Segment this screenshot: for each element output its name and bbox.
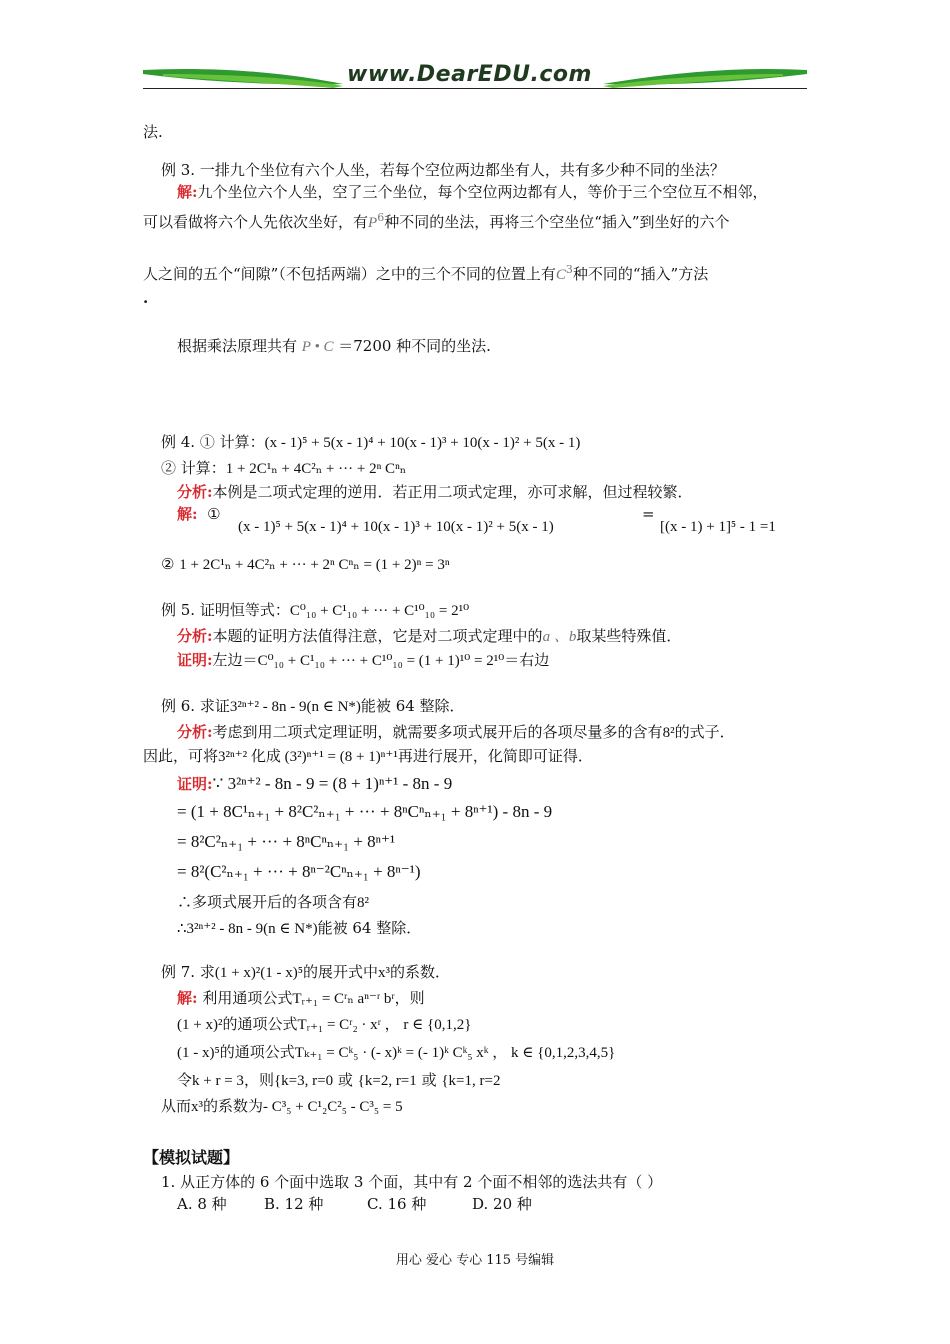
option-c: C. 16 种 — [367, 1195, 427, 1213]
analysis-label: 分析: — [177, 723, 213, 741]
math-p66: P — [368, 215, 378, 231]
page-footer: 用心 爱心 专心 115 号编辑 — [395, 1253, 555, 1268]
option-b: B. 12 种 — [264, 1195, 324, 1213]
section-title: 【模拟试题】 — [143, 1148, 240, 1167]
question-1: 1. 从正方体的 6 个面中选取 3 个面，其中有 2 个面不相邻的选法共有（ ） — [161, 1173, 663, 1191]
math-product: P • C — [301, 339, 334, 355]
example-6-title: 例 6. 求证3²ⁿ⁺² - 8n - 9(n ∈ N*)能被 64 整除． — [161, 697, 465, 715]
math-expr: (x - 1)⁵ + 5(x - 1)⁴ + 10(x - 1)³ + 10(x - 1)² + 5(x - 1) — [264, 435, 581, 451]
text-line: 解: ① — [177, 505, 221, 523]
math-expr: 1 + 2C¹ₙ + 4C²ₙ + ··· + 2ⁿ Cⁿₙ — [225, 461, 407, 477]
math-expr: [(x - 1) + 1]⁵ - 1 =1 — [660, 519, 776, 535]
text-line: 解:九个坐位六个人坐，空了三个坐位，每个空位两边都有人，等价于三个空位互不相邻， — [177, 183, 768, 201]
text-line: 解: 利用通项公式Tᵣ₊₁ = Cʳₙ aⁿ⁻ʳ bʳ，则 — [177, 989, 425, 1007]
math-equals: = — [642, 505, 655, 523]
example-3-title: 例 3. 一排九个坐位有六个人坐，若每个空位两边都坐有人，共有多少种不同的坐法？ — [161, 161, 725, 179]
text-line: 可以看做将六个人先依次坐好，有$P^6$种不同的坐法，再将三个空坐位“插入”到坐好的六个 — [143, 211, 730, 231]
text-line: ∴多项式展开后的各项含有8² — [177, 893, 370, 911]
example-5-title: 例 5. 证明恒等式：C⁰₁₀ + C¹₁₀ + ··· + C¹⁰₁₀ = 2¹⁰ — [161, 601, 470, 619]
math-line: = 8²C²ₙ₊₁ + ··· + 8ⁿCⁿₙ₊₁ + 8ⁿ⁺¹ — [177, 832, 396, 851]
text-line: 从而x³的系数为- C³₅ + C¹₂C²₅ - C³₅ = 5 — [161, 1097, 403, 1115]
text-line: 分析:本题的证明方法值得注意，它是对二项式定理中的a 、b取某些特殊值． — [177, 627, 682, 645]
math-expr: C⁰₁₀ + C¹₁₀ + ··· + C¹⁰₁₀ = 2¹⁰ — [289, 603, 470, 619]
text-line: 令k + r = 3，则{k=3, r=0 或 {k=2, r=1 或 {k=1, r=2 — [177, 1071, 501, 1089]
math-c53: C — [555, 267, 566, 283]
header-divider — [143, 88, 807, 89]
text-line: 人之间的五个“间隙”（不包括两端）之中的三个不同的位置上有$C^3$种不同的“插入”方法 — [143, 263, 709, 283]
text-line: 根据乘法原理共有 P • C ＝7200 种不同的坐法. — [177, 337, 491, 355]
proof-label: 证明: — [177, 775, 213, 793]
solution-label: 解: — [177, 989, 198, 1007]
text-line: (1 + x)²的通项公式Tᵣ₊₁ = Cʳ₂ · xʳ ， r ∈ {0,1,2} — [177, 1015, 472, 1033]
text-line: ② 计算：1 + 2C¹ₙ + 4C²ₙ + ··· + 2ⁿ Cⁿₙ — [161, 459, 407, 477]
math-line: = (1 + 8C¹ₙ₊₁ + 8²C²ₙ₊₁ + ··· + 8ⁿCⁿₙ₊₁ + 8ⁿ⁺¹) - 8n - 9 — [177, 802, 553, 821]
option-a: A. 8 种 — [177, 1195, 227, 1213]
analysis-label: 分析: — [177, 483, 213, 501]
text-line: 分析:考虑到用二项式定理证明，就需要多项式展开后的各项尽量多的含有8²的式子． — [177, 723, 735, 741]
text-line: 分析:本例是二项式定理的逆用．若正用二项式定理，亦可求解，但过程较繁． — [177, 483, 693, 501]
math-expr: (x - 1)⁵ + 5(x - 1)⁴ + 10(x - 1)³ + 10(x - 1)² + 5(x - 1) — [238, 519, 554, 535]
math-expr: 1 + 2C¹ₙ + 4C²ₙ + ··· + 2ⁿ Cⁿₙ = (1 + 2)ⁿ = 3ⁿ — [179, 557, 450, 573]
text-line: 法. — [143, 123, 163, 141]
text-line: ② 1 + 2C¹ₙ + 4C²ₙ + ··· + 2ⁿ Cⁿₙ = (1 + 2)ⁿ = 3ⁿ — [161, 555, 450, 573]
proof-label: 证明: — [177, 651, 213, 669]
text-line: (1 - x)⁵的通项公式Tₖ₊₁ = Cᵏ₅ · (- x)ᵏ = (- 1)ᵏ Cᵏ₅ xᵏ ， k ∈ {0,1,2,3,4,5} — [177, 1043, 616, 1061]
example-7-title: 例 7. 求(1 + x)²(1 - x)⁵的展开式中x³的系数． — [161, 963, 451, 981]
text-line: . — [143, 289, 149, 307]
solution-label: 解: — [177, 183, 198, 201]
solution-label: 解: — [177, 505, 198, 523]
text-line: 因此，可将3²ⁿ⁺² 化成 (3²)ⁿ⁺¹ = (8 + 1)ⁿ⁺¹再进行展开，化简即可证得． — [143, 747, 593, 765]
text-line: 证明:∵ 3²ⁿ⁺² - 8n - 9 = (8 + 1)ⁿ⁺¹ - 8n - 9 — [177, 774, 453, 793]
analysis-label: 分析: — [177, 627, 213, 645]
option-d: D. 20 种 — [472, 1195, 532, 1213]
math-line: = 8²(C²ₙ₊₁ + ··· + 8ⁿ⁻²Cⁿₙ₊₁ + 8ⁿ⁻¹) — [177, 862, 421, 881]
text-line: 证明:左边＝C⁰₁₀ + C¹₁₀ + ··· + C¹⁰₁₀ = (1 + 1)¹⁰ = 2¹⁰＝右边 — [177, 651, 550, 669]
text-line: ∴3²ⁿ⁺² - 8n - 9(n ∈ N*)能被 64 整除． — [177, 919, 422, 937]
site-logo: www.DearEDU.com — [347, 62, 592, 87]
example-4-title: 例 4. ① 计算：(x - 1)⁵ + 5(x - 1)⁴ + 10(x - 1)³ + 10(x - 1)² + 5(x - 1) — [161, 433, 581, 451]
